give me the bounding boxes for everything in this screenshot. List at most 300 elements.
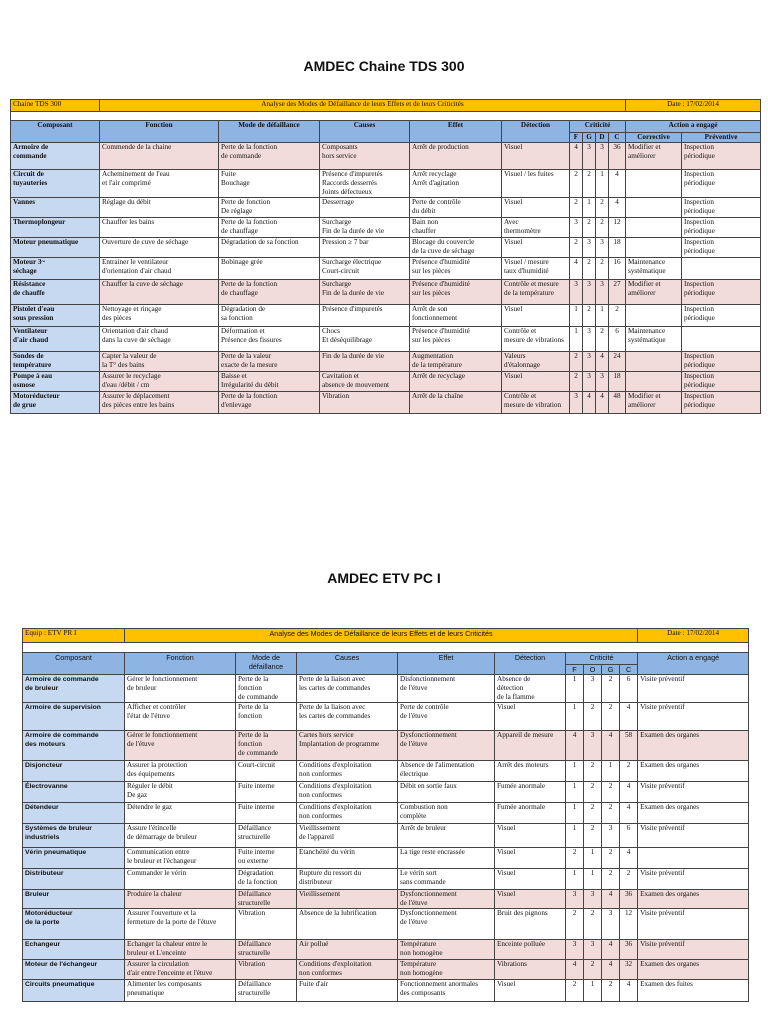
cell-action: Examen des organes [638, 761, 749, 782]
cell-effet: Arrêt de la chaîne [410, 392, 502, 414]
col-d: D [596, 133, 609, 143]
criticality-g: 3 [583, 143, 596, 170]
cell-fonction: Détendre le gaz [125, 803, 236, 824]
cell-causes: Desserrage [320, 198, 410, 218]
col-fonction: Fonction [125, 653, 236, 675]
cell-fonction: Assurer la protection des équipements [125, 761, 236, 782]
table-row [23, 940, 749, 960]
component-name: Résistance de chauffe [11, 280, 100, 305]
criticality-c: 16 [609, 258, 626, 280]
cell-causes: Perte de la liaison avec les cartes de commandes [297, 703, 398, 731]
cell-action: Examen des fuites [638, 980, 749, 1002]
criticality-o: 2 [584, 703, 602, 731]
cell-fonction: Commende de la chaine [100, 143, 219, 170]
criticality-c: 4 [620, 703, 638, 731]
component-name: Ventilateur d'air chaud [11, 327, 100, 352]
component-name: Bruleur [23, 890, 125, 909]
cell-mode: Fuite interne ou externe [236, 848, 297, 869]
cell-action: Visite préventif [638, 909, 749, 940]
component-name: Détendeur [23, 803, 125, 824]
cell-detection: Absence de détection de la flamme [495, 675, 566, 703]
criticality-f: 1 [566, 703, 584, 731]
cell-effet: Perte de contrôle du débit [410, 198, 502, 218]
criticality-o: 2 [584, 761, 602, 782]
criticality-g: 4 [602, 960, 620, 980]
criticality-f: 2 [566, 909, 584, 940]
criticality-f: 2 [570, 352, 583, 372]
cell-effet: Fonctionnement anormales des composants [398, 980, 495, 1002]
criticality-g: 3 [583, 327, 596, 352]
cell-corrective [626, 372, 682, 392]
criticality-c: 36 [609, 143, 626, 170]
column-header-row [23, 653, 749, 665]
cell-mode: Vibration [236, 909, 297, 940]
criticality-g: 4 [602, 890, 620, 909]
criticality-c: 4 [620, 848, 638, 869]
criticality-f: 1 [570, 327, 583, 352]
cell-fonction: Gérer le fonctionnement de l'étuve [125, 731, 236, 761]
criticality-c: 4 [609, 170, 626, 198]
table-row [11, 170, 761, 198]
criticality-c: 4 [620, 803, 638, 824]
criticality-f: 3 [566, 890, 584, 909]
cell-corrective: Modifier et améliorer [626, 392, 682, 414]
cell-corrective [626, 238, 682, 258]
criticality-f: 3 [570, 280, 583, 305]
criticality-d: 4 [596, 352, 609, 372]
col-causes: Causes [320, 121, 410, 143]
criticality-f: 1 [566, 761, 584, 782]
cell-mode: Bobinage grée [219, 258, 320, 280]
cell-corrective [626, 198, 682, 218]
cell-effet: Perte de contrôle de l'étuve [398, 703, 495, 731]
cell-fonction: Alimenter les composants pneumatique [125, 980, 236, 1002]
cell-preventive: Inspection périodique [682, 305, 761, 327]
cell-action: Visite préventif [638, 869, 749, 890]
cell-action: Examen des organes [638, 803, 749, 824]
page-title-2: AMDEC ETV PC I [327, 570, 441, 586]
component-name: Systèmes de bruleur industriels [23, 824, 125, 848]
cell-detection: Contrôle et mesure de vibrations [502, 327, 570, 352]
criticality-c: 36 [620, 890, 638, 909]
component-name: Motoréducteur de grue [11, 392, 100, 414]
cell-effet: Arrêt de son fonctionnement [410, 305, 502, 327]
cell-mode: Perte de la fonction d'enlevage [219, 392, 320, 414]
cell-action: Visite préventif [638, 782, 749, 803]
criticality-f: 2 [570, 170, 583, 198]
cell-mode: Fuite interne [236, 803, 297, 824]
col-c: C [609, 133, 626, 143]
cell-mode: Baisse et Irrégularité du débit [219, 372, 320, 392]
criticality-o: 1 [584, 980, 602, 1002]
component-name: Disjoncteur [23, 761, 125, 782]
table-row [11, 143, 761, 170]
cell-effet: Dysfonctionnement de l'étuve [398, 731, 495, 761]
cell-detection: Contrôle et mesure de vibration [502, 392, 570, 414]
component-name: Distributeur [23, 869, 125, 890]
table-row [23, 703, 749, 731]
criticality-g: 3 [583, 372, 596, 392]
cell-effet: Dysfonctionnement de l'étuve [398, 890, 495, 909]
cell-causes: Composants hors service [320, 143, 410, 170]
criticality-g: 2 [602, 782, 620, 803]
cell-fonction: Acheminement de l'eau et l'air comprimé [100, 170, 219, 198]
criticality-c: 58 [620, 731, 638, 761]
cell-preventive: Inspection périodique [682, 143, 761, 170]
component-name: Pompe à eau osmose [11, 372, 100, 392]
criticality-c: 4 [609, 198, 626, 218]
cell-detection: Fumée anormale [495, 782, 566, 803]
criticality-d: 1 [596, 305, 609, 327]
criticality-o: 2 [584, 960, 602, 980]
criticality-c: 27 [609, 280, 626, 305]
component-name: Armoire de commande des moteurs [23, 731, 125, 761]
criticality-f: 1 [566, 869, 584, 890]
criticality-f: 4 [570, 143, 583, 170]
criticality-c: 6 [620, 824, 638, 848]
table-row [23, 980, 749, 1002]
cell-detection: Visuel [495, 869, 566, 890]
cell-effet: Débit en sortie faux [398, 782, 495, 803]
cell-effet: Arrêt de bruleur [398, 824, 495, 848]
criticality-f: 2 [566, 848, 584, 869]
cell-causes: Surcharge électrique Court-circuit [320, 258, 410, 280]
criticality-d: 3 [596, 238, 609, 258]
cell-causes: Fuite d'air [297, 980, 398, 1002]
component-name: Motoréducteur de la porte [23, 909, 125, 940]
cell-detection: Fumée anormale [495, 803, 566, 824]
component-name: Moteur pneumatique [11, 238, 100, 258]
criticality-f: 4 [566, 960, 584, 980]
col-composant: Composant [23, 653, 125, 675]
criticality-c: 4 [620, 782, 638, 803]
criticality-o: 2 [584, 803, 602, 824]
cell-mode: Perte de la fonction [236, 703, 297, 731]
cell-fonction: Commander le vérin [125, 869, 236, 890]
cell-mode: Défaillance structurelle [236, 890, 297, 909]
cell-action: Visite préventif [638, 940, 749, 960]
table-row [23, 761, 749, 782]
col-detection: Détection [502, 121, 570, 143]
criticality-g: 2 [583, 305, 596, 327]
criticality-f: 1 [566, 803, 584, 824]
cell-fonction: Assure l'étincelle de démarrage de bruleur [125, 824, 236, 848]
cell-detection: Vibrations [495, 960, 566, 980]
cell-corrective [626, 170, 682, 198]
table-row [23, 675, 749, 703]
criticality-g: 2 [602, 869, 620, 890]
component-name: Vérin pneumatique [23, 848, 125, 869]
cell-fonction: Chauffer la cuve de séchage [100, 280, 219, 305]
cell-mode: Court-circuit [236, 761, 297, 782]
col-o: O [584, 665, 602, 675]
component-name: Vannes [11, 198, 100, 218]
cell-fonction: Afficher et contrôler l'état de l'étuve [125, 703, 236, 731]
cell-fonction: Gérer le fonctionnement de bruleur [125, 675, 236, 703]
page-title-1: AMDEC Chaine TDS 300 [303, 58, 465, 74]
cell-preventive: Inspection périodique [682, 198, 761, 218]
criticality-o: 2 [584, 824, 602, 848]
criticality-c: 36 [620, 940, 638, 960]
criticality-f: 3 [570, 218, 583, 238]
criticality-d: 2 [596, 198, 609, 218]
cell-fonction: Assurer le recyclage d'eau /débit / cm [100, 372, 219, 392]
criticality-f: 1 [566, 782, 584, 803]
col-c: C [620, 665, 638, 675]
criticality-f: 4 [566, 731, 584, 761]
cell-detection: Visuel [495, 980, 566, 1002]
cell-detection: Visuel [495, 890, 566, 909]
table-row [11, 372, 761, 392]
col-corrective: Corrective [626, 133, 682, 143]
criticality-d: 3 [596, 143, 609, 170]
component-name: Moteur de l'échangeur [23, 960, 125, 980]
col-effet: Effet [398, 653, 495, 675]
spacer-row [23, 643, 749, 653]
cell-mode: Perte de la fonction de commande [236, 731, 297, 761]
cell-causes: Cartes hors service Implantation de programme [297, 731, 398, 761]
col-f: F [570, 133, 583, 143]
cell-effet: Dysfonctionnement de l'étuve [398, 909, 495, 940]
col-f: F [566, 665, 584, 675]
col-criticite: Criticité [566, 653, 638, 665]
criticality-c: 6 [609, 327, 626, 352]
criticality-c: 6 [620, 675, 638, 703]
cell-causes: Présence d'impuretés [320, 305, 410, 327]
cell-preventive: Inspection périodique [682, 372, 761, 392]
criticality-c: 18 [609, 238, 626, 258]
cell-effet: Arrêt de production [410, 143, 502, 170]
criticality-f: 4 [570, 258, 583, 280]
cell-fonction: Assurer l'ouverture et la fermeture de la porte de l'étuve [125, 909, 236, 940]
criticality-g: 3 [602, 824, 620, 848]
criticality-g: 2 [583, 258, 596, 280]
criticality-f: 2 [570, 198, 583, 218]
cell-action: Examen des organes [638, 731, 749, 761]
table-row [23, 731, 749, 761]
cell-corrective [626, 218, 682, 238]
cell-effet: Présence d'humidité sur les pièces [410, 327, 502, 352]
cell-fonction: Nettoyage et rinçage des pièces [100, 305, 219, 327]
criticality-d: 2 [596, 218, 609, 238]
cell-detection: Bruit des pignons [495, 909, 566, 940]
col-criticite: Criticité [570, 121, 626, 133]
criticality-o: 3 [584, 890, 602, 909]
criticality-o: 1 [584, 869, 602, 890]
criticality-c: 4 [620, 980, 638, 1002]
cell-causes: Perte de la liaison avec les cartes de commandes [297, 675, 398, 703]
table-row [23, 890, 749, 909]
table-caption: Analyse des Modes de Défaillance de leurs Effets et de leurs Criticités [100, 100, 626, 112]
cell-detection: Visuel [495, 703, 566, 731]
table-row [23, 803, 749, 824]
date-label: Date : 17/02/2014 [638, 629, 749, 643]
cell-effet: Température non homogène [398, 940, 495, 960]
criticality-c: 18 [609, 372, 626, 392]
cell-causes: Conditions d'exploitation non conformes [297, 803, 398, 824]
cell-causes: Fin de la durée de vie [320, 352, 410, 372]
criticality-g: 2 [602, 675, 620, 703]
column-header-row [11, 121, 761, 133]
cell-corrective: Modifier et améliorer [626, 143, 682, 170]
spacer-cell [23, 643, 749, 653]
table-row [11, 218, 761, 238]
cell-effet: Bain non chauffer [410, 218, 502, 238]
cell-corrective: Modifier et améliorer [626, 280, 682, 305]
criticality-f: 2 [570, 238, 583, 258]
criticality-f: 3 [566, 940, 584, 960]
cell-fonction: Ouverture de cuve de séchage [100, 238, 219, 258]
cell-fonction: Entrainer le ventilateur d'orientation d'air chaud [100, 258, 219, 280]
component-name: Électrovanne [23, 782, 125, 803]
criticality-c: 12 [620, 909, 638, 940]
equipment-label: Equip : ETV PR I [23, 629, 125, 643]
cell-causes: Cavitation et absence de mouvement [320, 372, 410, 392]
cell-causes: Vibration [320, 392, 410, 414]
cell-action: Visite préventif [638, 703, 749, 731]
criticality-d: 1 [596, 170, 609, 198]
amdec-table-etv [22, 628, 749, 1002]
criticality-o: 3 [584, 675, 602, 703]
col-g: G [602, 665, 620, 675]
col-effet: Effet [410, 121, 502, 143]
col-fonction: Fonction [100, 121, 219, 143]
cell-fonction: Capter la valeur de la T° des bains [100, 352, 219, 372]
criticality-g: 2 [602, 848, 620, 869]
table-row [23, 869, 749, 890]
cell-mode: Fuite Bouchage [219, 170, 320, 198]
criticality-o: 1 [584, 848, 602, 869]
criticality-g: 2 [602, 703, 620, 731]
criticality-f: 1 [566, 675, 584, 703]
cell-mode: Perte de la valeur exacte de la mesure [219, 352, 320, 372]
cell-detection: Avec thermomètre [502, 218, 570, 238]
component-name: Armoire de supervision [23, 703, 125, 731]
cell-preventive: Inspection périodique [682, 218, 761, 238]
criticality-f: 2 [570, 372, 583, 392]
cell-action: Examen des organes [638, 960, 749, 980]
cell-causes: Pression ≥ 7 bar [320, 238, 410, 258]
cell-detection: Visuel [502, 238, 570, 258]
cell-mode: Dégradation de sa fonction [219, 305, 320, 327]
cell-detection: Visuel [502, 198, 570, 218]
cell-detection: Visuel [502, 143, 570, 170]
criticality-g: 4 [602, 731, 620, 761]
table-row [23, 782, 749, 803]
cell-action: Visite préventif [638, 824, 749, 848]
col-detection: Détection [495, 653, 566, 675]
criticality-f: 2 [566, 980, 584, 1002]
cell-detection: Contrôle et mesure de la température [502, 280, 570, 305]
criticality-d: 2 [596, 258, 609, 280]
cell-detection: Appareil de mesure [495, 731, 566, 761]
criticality-g: 3 [583, 352, 596, 372]
component-name: Armoire de commande [11, 143, 100, 170]
cell-detection: Visuel [502, 372, 570, 392]
cell-corrective [626, 305, 682, 327]
cell-mode: Perte de la fonction de commande [219, 143, 320, 170]
cell-corrective: Maintenance systématique [626, 327, 682, 352]
cell-mode: Dégradation de la fonction [236, 869, 297, 890]
cell-fonction: Réguler le débit De gaz [125, 782, 236, 803]
cell-causes: Chocs Et déséquilibrage [320, 327, 410, 352]
criticality-d: 4 [596, 392, 609, 414]
cell-preventive: Inspection périodique [682, 238, 761, 258]
criticality-d: 3 [596, 372, 609, 392]
cell-fonction: Chauffer les bains [100, 218, 219, 238]
cell-causes: Absence de la lubrification [297, 909, 398, 940]
cell-preventive: Inspection périodique [682, 392, 761, 414]
cell-detection: Visuel / mesure taux d'humidité [502, 258, 570, 280]
cell-corrective [626, 352, 682, 372]
criticality-c: 12 [609, 218, 626, 238]
criticality-o: 2 [584, 782, 602, 803]
cell-action: Visite préventif [638, 675, 749, 703]
cell-fonction: Orientation d'air chaud dans la cuve de séchage [100, 327, 219, 352]
cell-mode: Vibration [236, 960, 297, 980]
date-label: Date : 17/02/2014 [626, 100, 761, 112]
cell-mode: Défaillance structurelle [236, 940, 297, 960]
cell-effet: Présence d'humidité sur les pièces [410, 258, 502, 280]
table-row [11, 392, 761, 414]
cell-causes: Vieillissement [297, 890, 398, 909]
cell-causes: Conditions d'exploitation non conformes [297, 960, 398, 980]
cell-detection: Valeurs d'étalonnage [502, 352, 570, 372]
cell-detection: Visuel [495, 824, 566, 848]
cell-preventive [682, 327, 761, 352]
cell-causes: Conditions d'exploitation non conformes [297, 782, 398, 803]
cell-effet: Le vérin sort sans commande [398, 869, 495, 890]
cell-detection: Visuel / les fuites [502, 170, 570, 198]
cell-fonction: Assurer le déplacement des pièces entre les bains [100, 392, 219, 414]
col-mode: Mode de défaillance [236, 653, 297, 675]
component-name: Moteur 3~ séchage [11, 258, 100, 280]
table-row [23, 909, 749, 940]
cell-mode: Perte de la fonction de commande [236, 675, 297, 703]
component-name: Circuit de tuyauteries [11, 170, 100, 198]
cell-causes: Air pollué [297, 940, 398, 960]
criticality-g: 3 [583, 238, 596, 258]
criticality-f: 1 [566, 824, 584, 848]
col-action: Action a engagé [638, 653, 749, 675]
cell-fonction: Assurer la circulation d'air entre l'enceinte et l'étuve [125, 960, 236, 980]
cell-fonction: Réglage du débit [100, 198, 219, 218]
criticality-g: 3 [602, 909, 620, 940]
criticality-g: 3 [583, 280, 596, 305]
table-row [11, 258, 761, 280]
table-header-row [23, 629, 749, 643]
col-composant: Composant [11, 121, 100, 143]
table-row [11, 352, 761, 372]
table-row [11, 238, 761, 258]
cell-causes: Surcharge Fin de la durée de vie [320, 280, 410, 305]
cell-fonction: Echanger la chaleur entre le bruleur et L'enceinte [125, 940, 236, 960]
cell-causes: Présence d'impuretés Raccords desserrés Joints défectueux [320, 170, 410, 198]
cell-mode: Perte de fonction De réglage [219, 198, 320, 218]
criticality-c: 32 [620, 960, 638, 980]
criticality-o: 3 [584, 731, 602, 761]
cell-effet: Arrêt recyclage Arrêt d'agitation [410, 170, 502, 198]
cell-detection: Arrêt des moteurs [495, 761, 566, 782]
criticality-f: 1 [570, 305, 583, 327]
col-action: Action a engagé [626, 121, 761, 133]
cell-mode: Défaillance structurelle [236, 980, 297, 1002]
criticality-c: 48 [609, 392, 626, 414]
criticality-f: 3 [570, 392, 583, 414]
table-row [11, 198, 761, 218]
cell-mode: Perte de la fonction de chauffage [219, 218, 320, 238]
col-causes: Causes [297, 653, 398, 675]
